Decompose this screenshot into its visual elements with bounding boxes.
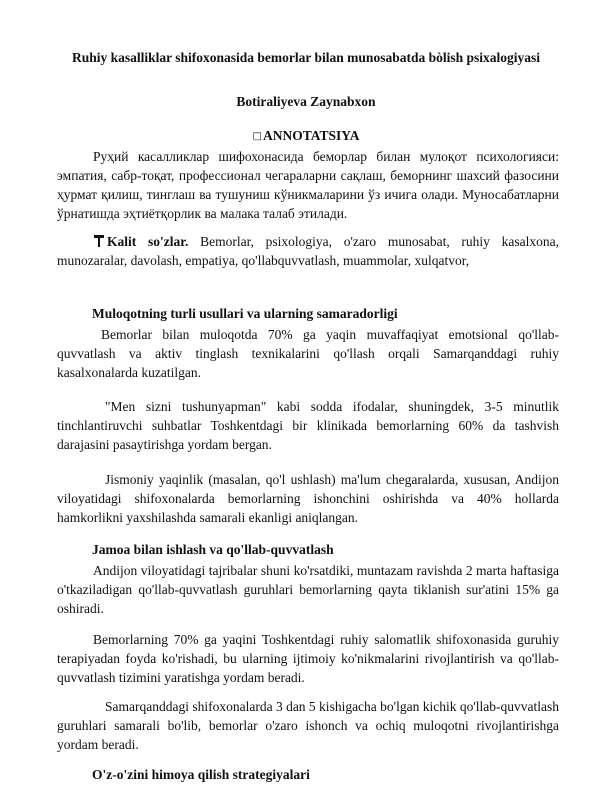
section1-p2-text: "Men sizni tushunyapman" kabi sodda ifodalar, shuningdek, 3-5 minutlik tinchlantiruvchi suhbatlar Toshkentdagi bir klinikada bemorlarning 60% da tashvish darajasini pasaytirishga yordam bergan. [57, 399, 559, 452]
keywords-text: Bemorlar, psixologiya, o'zaro munosabat, ruhiy kasalxona, munozaralar, davolash, empatiya, qo'llabquvvatlash, muammolar, xulqatvor, [57, 234, 559, 268]
section2-p3-text: Samarqanddagi shifoxonalarda 3 dan 5 kishigacha bo'lgan kichik qo'llab-quvvatlash guruhlari samarali bo'lib, bemorlar o'zaro ishonch va ochiq muloqotni rivojlantirishga yordam beradi. [57, 699, 559, 752]
paper-title: Ruhiy kasalliklar shifoxonasida bemorlar bilan munosabatda bòlish psixalogiyasi [71, 50, 540, 65]
abstract-heading-text: ANNOTATSIYA [262, 128, 360, 143]
section2-p2-text: Bemorlarning 70% ga yaqini Toshkentdagi ruhiy salomatlik shifoxonasida guruhiy terapiyadan foyda ko'rishadi, bu ularning ijtimoiy ko'nikmalarini rivojlantirish va qo'llab-quvvatlash tizimini yaratishga yordam beradi. [57, 632, 559, 685]
keywords-label: Kalit so'zlar. [107, 234, 189, 249]
section2-paragraph-1 [57, 561, 559, 618]
abstract-paragraph [57, 147, 559, 223]
author-name: Botiraliyeva Zaynabxon [236, 94, 376, 109]
section1-p1-text: Bemorlar bilan muloqotda 70% ga yaqin muvaffaqiyat emotsional qo'llab-quvvatlash va aktiv tinglash texnikalarini qo'llash orqali Samarqanddagi ruhiy kasalxonalarda kuzatilgan. [57, 327, 559, 380]
abstract-heading [40, 128, 572, 144]
section1-paragraph-2 [57, 397, 559, 454]
section-heading-communication: Muloqotning turli usullari va ularning samaradorligi [92, 306, 398, 321]
section1-paragraph-3 [57, 470, 559, 527]
box-glyph-icon: □ [252, 131, 262, 142]
abstract-text: Руҳий касалликлар шифохонасида беморлар билан мулоқот психологияси: эмпатия, сабр-тоқат, профессионал чегараларни сақлаш, беморнинг шахсий фазосини ҳурмат қилиш, тинглаш ва тушуниш кўникмаларини ўз ичига олади. Муносабатларни ўрнатишда эҳтиётқорлик ва малака талаб этилади. [57, 149, 559, 221]
section2-paragraph-3 [57, 697, 559, 754]
keywords-paragraph [57, 232, 559, 270]
section2-paragraph-2 [57, 630, 559, 687]
section-heading-self-protection: O'z-o'zini himoya qilish strategiyalari [92, 767, 310, 782]
section2-p1-text: Andijon viloyatidagi tajribalar shuni ko'rsatdiki, muntazam ravishda 2 marta haftasiga o'tkaziladigan qo'llab-quvvatlash guruhlari bemorlarning qayta tiklanish sur'atini 15% ga oshiradi. [57, 563, 559, 616]
section1-p3-text: Jismoniy yaqinlik (masalan, qo'l ushlash) ma'lum chegaralarda, xususan, Andijon viloyatidagi shifoxonalarda bemorlarning ishonchini oshirishda va 40% hollarda hamkorlikni yaxshilashda samarali ekanligi aniqlangan. [57, 472, 559, 525]
section-heading-team: Jamoa bilan ishlash va qo'llab-quvvatlash [92, 542, 334, 557]
keywords-block [57, 232, 559, 270]
pin-icon [93, 234, 105, 247]
section1-paragraph-1 [57, 325, 559, 382]
